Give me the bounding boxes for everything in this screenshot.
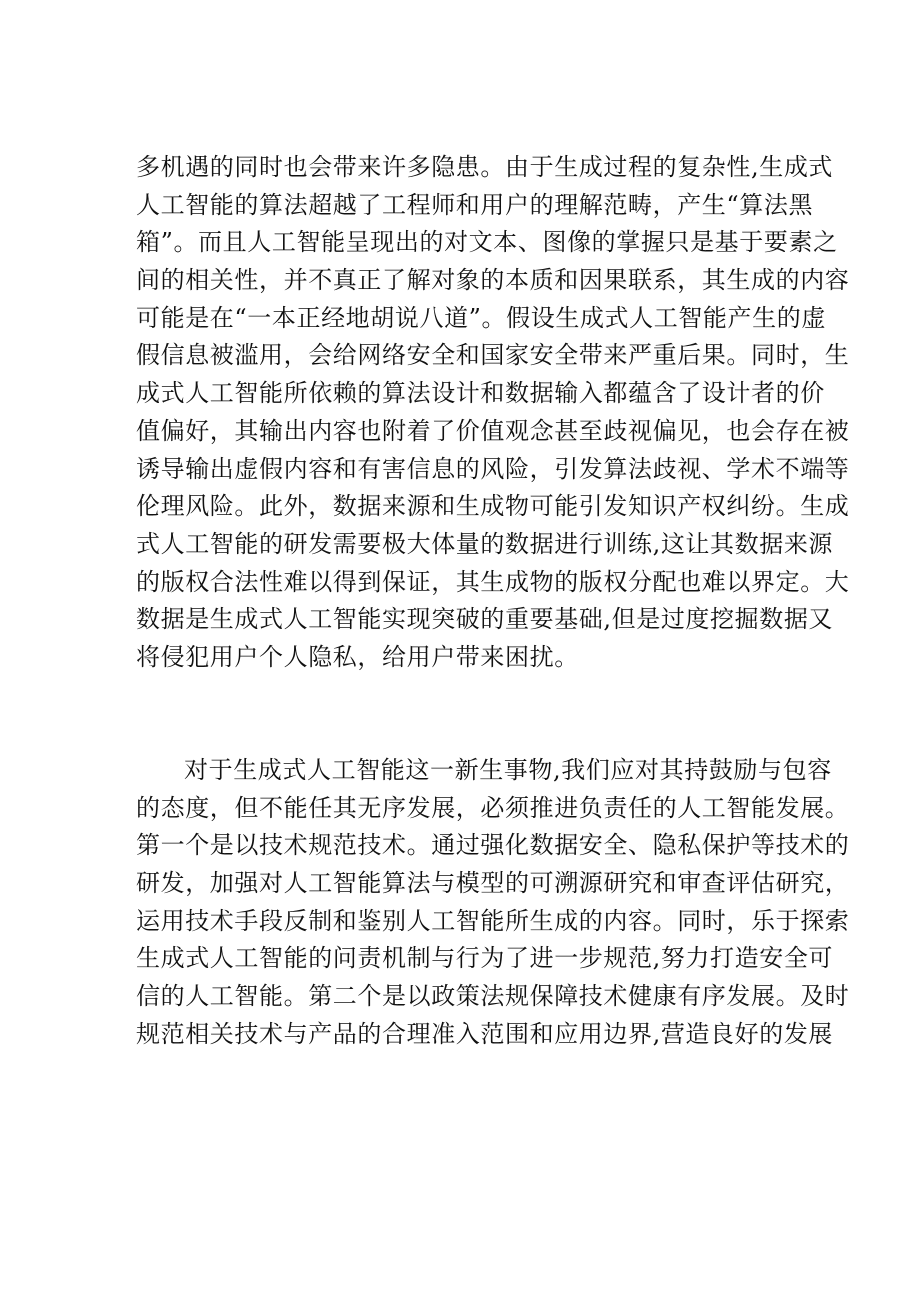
text-line: 数据是生成式人工智能实现突破的重要基础,但是过度挖掘数据又	[136, 605, 834, 634]
text-line: 式人工智能的研发需要极大体量的数据进行训练,这让其数据来源	[136, 529, 834, 558]
text-line: 值偏好，其输出内容也附着了价值观念甚至歧视偏见，也会存在被	[136, 416, 850, 445]
text-line: 对于生成式人工智能这一新生事物,我们应对其持鼓励与包容	[184, 756, 832, 784]
text-line: 伦理风险。此外，数据来源和生成物可能引发知识产权纠纷。生成	[136, 492, 850, 521]
text-line: 成式人工智能所依赖的算法设计和数据输入都蕴含了设计者的价	[136, 379, 825, 408]
text-line: 诱导输出虚假内容和有害信息的风险，引发算法歧视、学术不端等	[136, 454, 850, 483]
text-line: 生成式人工智能的问责机制与行为了进一步规范,努力打造安全可	[136, 944, 834, 973]
text-line: 规范相关技术与产品的合理准入范围和应用边界,营造良好的发展	[136, 1019, 834, 1048]
text-line: 第一个是以技术规范技术。通过强化数据安全、隐私保护等技术的	[136, 831, 850, 860]
text-line: 间的相关性，并不真正了解对象的本质和因果联系，其生成的内容	[136, 266, 850, 295]
text-line: 假信息被滥用，会给网络安全和国家安全带来严重后果。同时，生	[136, 341, 850, 370]
text-line: 的态度，但不能任其无序发展，必须推进负责任的人工智能发展。	[136, 793, 850, 822]
text-line: 将侵犯用户个人隐私，给用户带来困扰。	[136, 642, 579, 671]
text-line: 信的人工智能。第二个是以政策法规保障技术健康有序发展。及时	[136, 982, 850, 1011]
text-line: 人工智能的算法超越了工程师和用户的理解范畴，产生“算法黑	[136, 190, 814, 219]
text-line: 多机遇的同时也会带来许多隐患。由于生成过程的复杂性,生成式	[136, 153, 834, 181]
text-line: 研发，加强对人工智能算法与模型的可溯源研究和审查评估研究，	[136, 869, 850, 898]
paragraph-2	[136, 752, 850, 1054]
paragraph-1	[136, 149, 850, 677]
text-line: 的版权合法性难以得到保证，其生成物的版权分配也难以界定。大	[136, 567, 850, 596]
text-line: 可能是在“一本正经地胡说八道”。假设生成式人工智能产生的虚	[136, 303, 826, 332]
text-line: 箱”。而且人工智能呈现出的对文本、图像的掌握只是基于要素之	[136, 228, 838, 257]
text-line: 运用技术手段反制和鉴别人工智能所生成的内容。同时，乐于探索	[136, 906, 850, 935]
